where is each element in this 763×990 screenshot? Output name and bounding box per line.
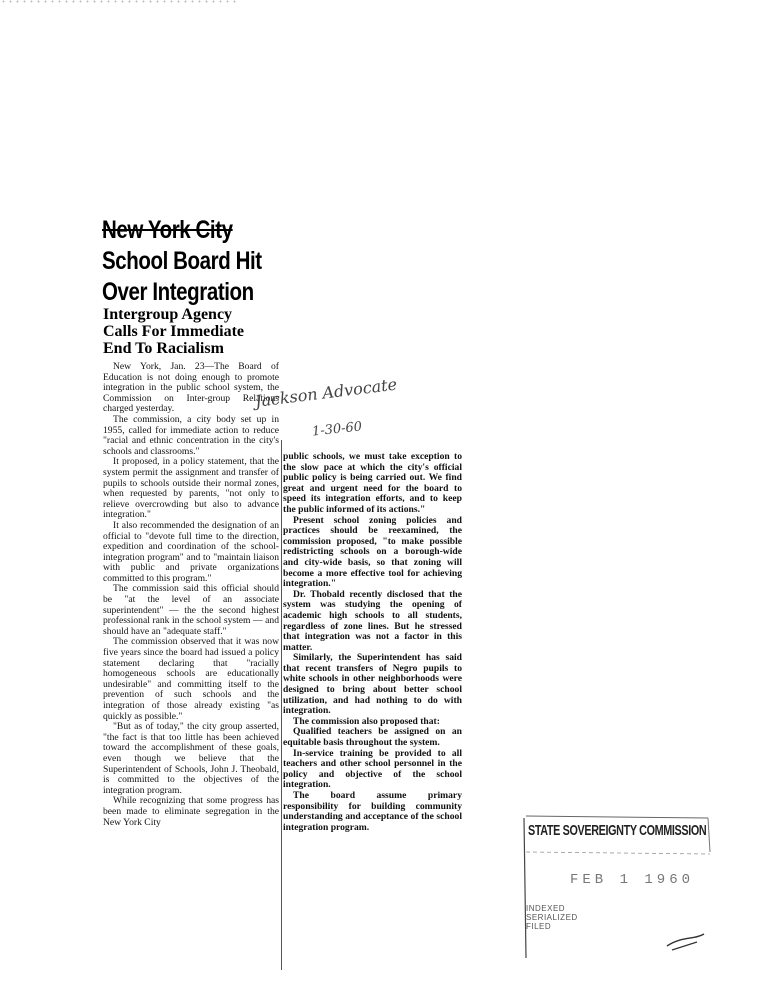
handwritten-source-note: Jackson Advocate (254, 374, 398, 411)
stamp-label-filed: FILED (526, 922, 552, 931)
subheadline (103, 306, 283, 357)
headline-line-3: Over Integration (102, 278, 254, 306)
paragraph: While recognizing that some progress has been made to eliminate segregation in the New York City (103, 795, 279, 828)
paragraph: It also recommended the designation of an official to "devote full time to the direction, expedition and coordination of the school-integration program" and to "maintain liaison with public and private organizations committed to this program." (103, 519, 279, 584)
paragraph: The commission, a city body set up in 1955, called for immediate action to reduce "racial and ethnic concentration in the city's schools and classrooms." (103, 413, 279, 457)
stamp-label-indexed: INDEXED (526, 904, 566, 913)
paragraph: In-service training be provided to all teachers and other school personnel in the policy and objective of the school integration. (283, 747, 462, 791)
paragraph: Dr. Thobald recently disclosed that the system was studying the opening of academic high schools to all students, regardless of zone lines. But he stressed that integration was not a factor in this matter. (283, 588, 462, 653)
paragraph: The commission said this official should be "at the level of an associate superintendent" — the the second highest professional rank in the school system — and should have an "adequate staff." (103, 583, 279, 637)
handwritten-date-note: 1-30-60 (311, 419, 363, 440)
column-divider (281, 440, 282, 970)
article-column-1 (103, 362, 279, 828)
article-column-2 (283, 452, 462, 833)
paragraph: public schools, we must take exception to the slow pace at which the city's official public policy is being carried out. We find great and urgent need for the board to speed its integration efforts, and to keep the public informed of its actions." (283, 451, 462, 515)
headline (102, 215, 262, 308)
stamp-label-serialized: SERIALIZED (526, 913, 578, 922)
paragraph: Present school zoning policies and practices should be reexamined, the commission proposed, "to make possible redistricting schools on a borough-wide and city-wide basis, so that zoning will become a more effective tool for achieving integration." (283, 514, 462, 590)
paragraph: The board assume primary responsibility for building community understanding and acceptance of the school integration program. (283, 790, 462, 833)
subhead-line-3: End To Racialism (103, 340, 224, 357)
stamp-date: FEB 1 1960 (570, 872, 695, 888)
paragraph: The commission observed that it was now five years since the board had issued a policy statement declaring that "racially homogeneous schools are educationally undesirable" and committing itself to the prevention of such schools and the integration of those already existing "as quickly as possible." (103, 636, 279, 722)
paragraph: Qualified teachers be assigned on an equitable basis throughout the system. (283, 726, 462, 749)
subhead-line-2: Calls For Immediate (103, 323, 245, 340)
paragraph: It proposed, in a policy statement, that the system permit the assignment and transfer of pupils to schools outside their normal zones, when requested by parents, "not only to relieve overcrowding but also to advance integration." (103, 456, 279, 521)
paragraph: The commission also proposed that: (293, 715, 440, 727)
paragraph: Similarly, the Superintendent has said that recent transfers of Negro pupils to white schools in other neighborhoods were designed to bring about better school utilization, and had nothing to do with integration. (283, 652, 462, 717)
paragraph: New York, Jan. 23—The Board of Education is not doing enough to promote integration in the public school system, the Commission on Inter-group Relations charged yesterday. (103, 361, 279, 415)
stamp-title: STATE SOVEREIGNTY COMMISSION (528, 822, 707, 839)
sovereignty-commission-stamp (522, 808, 712, 958)
top-edge-dots (0, 0, 240, 3)
paragraph: "But as of today," the city group asserted, "the fact is that too little has been achieved toward the accomplishment of these goals, even though we believe that the Superintendent of Schools, John J. Theobald, is committed to the objectives of the integration program. (103, 721, 279, 796)
subhead-line-1: Intergroup Agency (103, 306, 233, 323)
headline-line-1: New York City (102, 216, 233, 244)
headline-line-2: School Board Hit (102, 247, 262, 275)
